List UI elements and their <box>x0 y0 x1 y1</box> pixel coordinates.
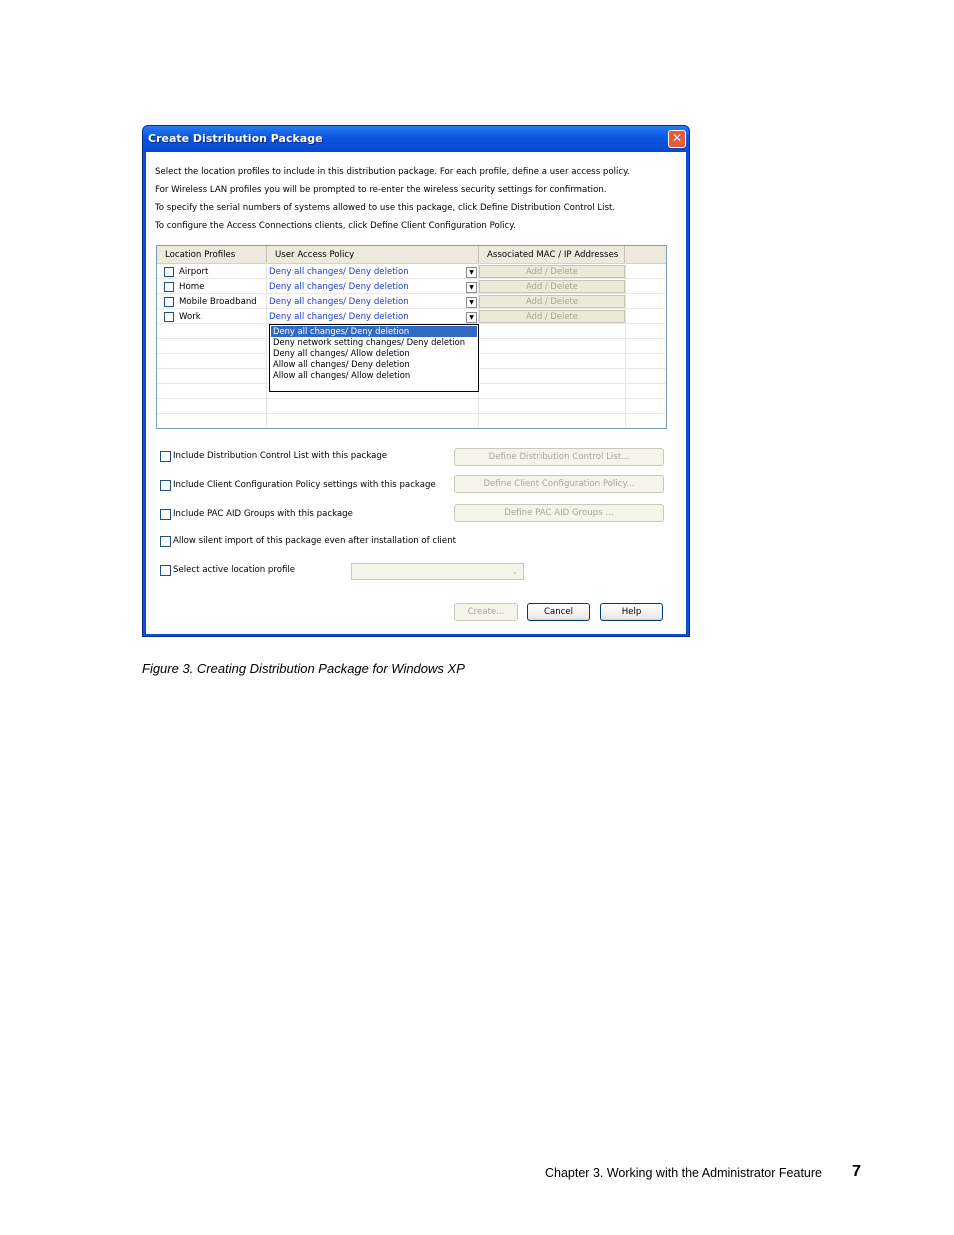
page-number: 7 <box>852 1163 861 1180</box>
title-bar[interactable] <box>143 126 689 152</box>
select-active-profile-label[interactable]: Select active location profile <box>173 565 296 575</box>
add-delete-button[interactable]: Add / Delete <box>479 265 625 278</box>
intro-line-2: For Wireless LAN profiles you will be prompted to re-enter the wireless security settings for confirmation. <box>155 185 607 195</box>
help-button[interactable]: Help <box>600 603 663 621</box>
include-pac-checkbox[interactable] <box>160 509 171 520</box>
define-ccp-button[interactable]: Define Client Configuration Policy... <box>454 475 664 493</box>
chevron-down-icon[interactable]: ⌄ <box>511 567 519 576</box>
add-delete-button[interactable]: Add / Delete <box>479 295 625 308</box>
include-ccp-label[interactable]: Include Client Configuration Policy settings with this package <box>173 480 436 490</box>
cancel-button[interactable]: Cancel <box>527 603 590 621</box>
dropdown-option[interactable]: Allow all changes/ Allow deletion <box>273 370 411 380</box>
column-header-location-profiles[interactable]: Location Profiles <box>157 246 267 263</box>
profile-name: Work <box>179 312 201 322</box>
chevron-down-icon[interactable]: ▼ <box>466 267 477 278</box>
chevron-down-icon[interactable]: ▼ <box>466 282 477 293</box>
grid-line <box>157 398 666 399</box>
include-ccp-checkbox[interactable] <box>160 480 171 491</box>
intro-line-4: To configure the Access Connections clients, click Define Client Configuration Policy. <box>155 221 516 231</box>
dropdown-option[interactable]: Deny all changes/ Deny deletion <box>271 326 477 337</box>
dialog-client-area <box>146 152 686 634</box>
chevron-down-icon[interactable]: ▼ <box>466 312 477 323</box>
allow-silent-import-checkbox[interactable] <box>160 536 171 547</box>
dropdown-option[interactable]: Deny network setting changes/ Deny deletion <box>273 337 466 347</box>
define-dcl-button[interactable]: Define Distribution Control List... <box>454 448 664 466</box>
add-delete-button[interactable]: Add / Delete <box>479 280 625 293</box>
profile-checkbox-airport[interactable] <box>164 267 174 277</box>
dialog-body <box>146 152 686 634</box>
profile-name: Mobile Broadband <box>179 297 257 307</box>
profile-checkbox-home[interactable] <box>164 282 174 292</box>
policy-value[interactable]: Deny all changes/ Deny deletion <box>269 282 409 292</box>
policy-dropdown-list[interactable] <box>269 324 479 392</box>
dropdown-option[interactable]: Deny all changes/ Allow deletion <box>273 348 410 358</box>
table-row[interactable] <box>157 265 666 279</box>
create-button[interactable]: Create... <box>454 603 518 621</box>
profile-checkbox-work[interactable] <box>164 312 174 322</box>
define-pac-button[interactable]: Define PAC AID Groups ... <box>454 504 664 522</box>
grid-line <box>157 413 666 414</box>
policy-value[interactable]: Deny all changes/ Deny deletion <box>269 297 409 307</box>
column-header-associated-addresses[interactable]: Associated MAC / IP Addresses <box>479 246 625 263</box>
figure-caption: Figure 3. Creating Distribution Package for Windows XP <box>142 661 465 676</box>
table-row[interactable] <box>157 280 666 294</box>
intro-line-1: Select the location profiles to include in this distribution package. For each profile, define a user access policy. <box>155 167 630 177</box>
chapter-footer: Chapter 3. Working with the Administrator Feature <box>545 1166 822 1180</box>
policy-value[interactable]: Deny all changes/ Deny deletion <box>269 267 409 277</box>
include-dcl-checkbox[interactable] <box>160 451 171 462</box>
chevron-down-icon[interactable]: ▼ <box>466 297 477 308</box>
create-distribution-package-dialog <box>142 125 690 637</box>
dropdown-option[interactable]: Allow all changes/ Deny deletion <box>273 359 410 369</box>
include-pac-label[interactable]: Include PAC AID Groups with this package <box>173 509 353 519</box>
dialog-title: Create Distribution Package <box>148 132 323 145</box>
profile-checkbox-mobile-broadband[interactable] <box>164 297 174 307</box>
profile-name: Airport <box>179 267 209 277</box>
add-delete-button[interactable]: Add / Delete <box>479 310 625 323</box>
policy-value[interactable]: Deny all changes/ Deny deletion <box>269 312 409 322</box>
include-dcl-label[interactable]: Include Distribution Control List with this package <box>173 451 388 461</box>
location-profiles-list[interactable] <box>156 245 667 429</box>
column-header-user-access-policy[interactable]: User Access Policy <box>267 246 479 263</box>
profile-name: Home <box>179 282 205 292</box>
close-icon[interactable]: ✕ <box>668 130 686 148</box>
list-header <box>157 246 666 264</box>
active-profile-select[interactable] <box>351 563 524 580</box>
select-active-profile-checkbox[interactable] <box>160 565 171 576</box>
allow-silent-import-label[interactable]: Allow silent import of this package even after installation of client <box>173 536 457 546</box>
table-row[interactable] <box>157 310 666 324</box>
intro-line-3: To specify the serial numbers of systems allowed to use this package, click Define Distribution Control List. <box>155 203 616 213</box>
table-row[interactable] <box>157 295 666 309</box>
